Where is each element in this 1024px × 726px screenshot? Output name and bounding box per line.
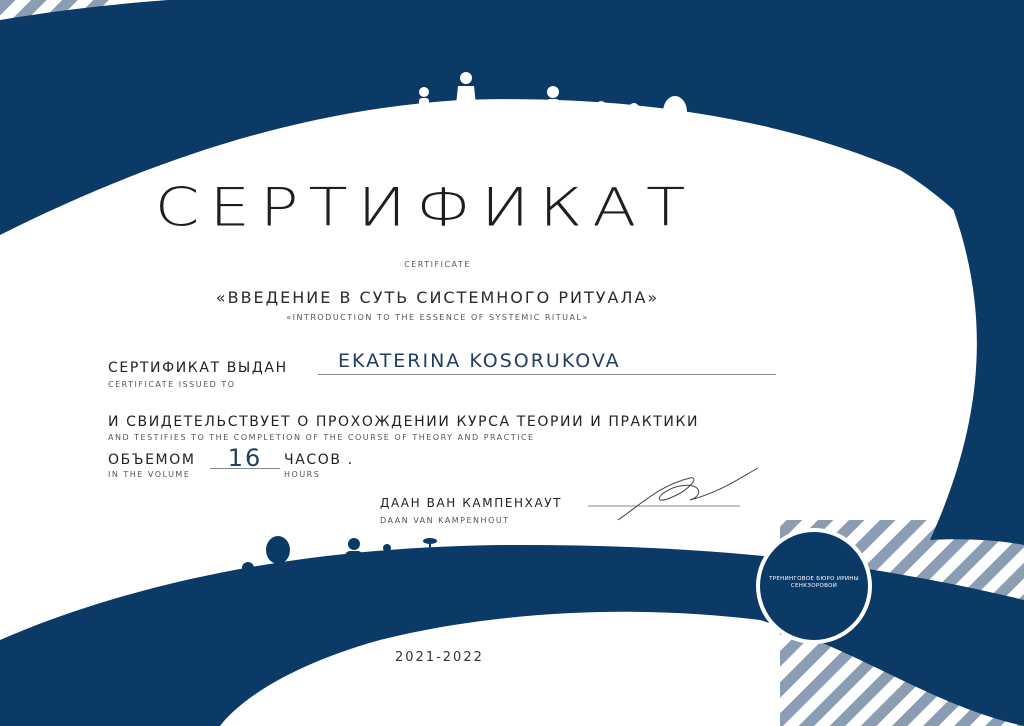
issued-label: СЕРТИФИКАТ ВЫДАН [108, 360, 288, 376]
recipient-name: EKATERINA KOSORUKOVA [338, 350, 621, 372]
hours-underline [210, 468, 280, 469]
testifies-text-en: AND TESTIFIES TO THE COMPLETION OF THE COURSE OF THEORY AND PRACTICE [108, 433, 535, 442]
signer-name: ДААН ВАН КАМПЕНХАУТ [380, 496, 563, 510]
course-title-en: «INTRODUCTION TO THE ESSENCE OF SYSTEMIC RITUAL» [286, 313, 589, 322]
hours-value: 16 [227, 444, 263, 472]
volume-label: ОБЪЕМОМ [108, 452, 196, 468]
year-range: 2021-2022 [395, 650, 484, 665]
certificate-title: СЕРТИФИКАТ [154, 178, 696, 239]
signature-icon [618, 468, 758, 520]
volume-label-en: IN THE VOLUME [108, 470, 191, 479]
stamp-text: ТРЕНИНГОВОЕ БЮРО ИРИНЫ СЕНКЗОРОВОЙ [769, 576, 859, 589]
signer-name-en: DAAN VAN KAMPENHOUT [380, 516, 510, 525]
certificate-title-en: CERTIFICATE [404, 260, 471, 269]
hours-label-en: HOURS [284, 470, 321, 479]
name-underline [318, 374, 776, 375]
stamp-logo-icon [760, 532, 868, 640]
testifies-text: И СВИДЕТЕЛЬСТВУЕТ О ПРОХОЖДЕНИИ КУРСА ТЕОРИИ И ПРАКТИКИ [108, 414, 700, 430]
hours-label: ЧАСОВ . [284, 452, 354, 468]
course-title: «ВВЕДЕНИЕ В СУТЬ СИСТЕМНОГО РИТУАЛА» [215, 288, 660, 307]
issued-label-en: CERTIFICATE ISSUED TO [108, 380, 236, 389]
